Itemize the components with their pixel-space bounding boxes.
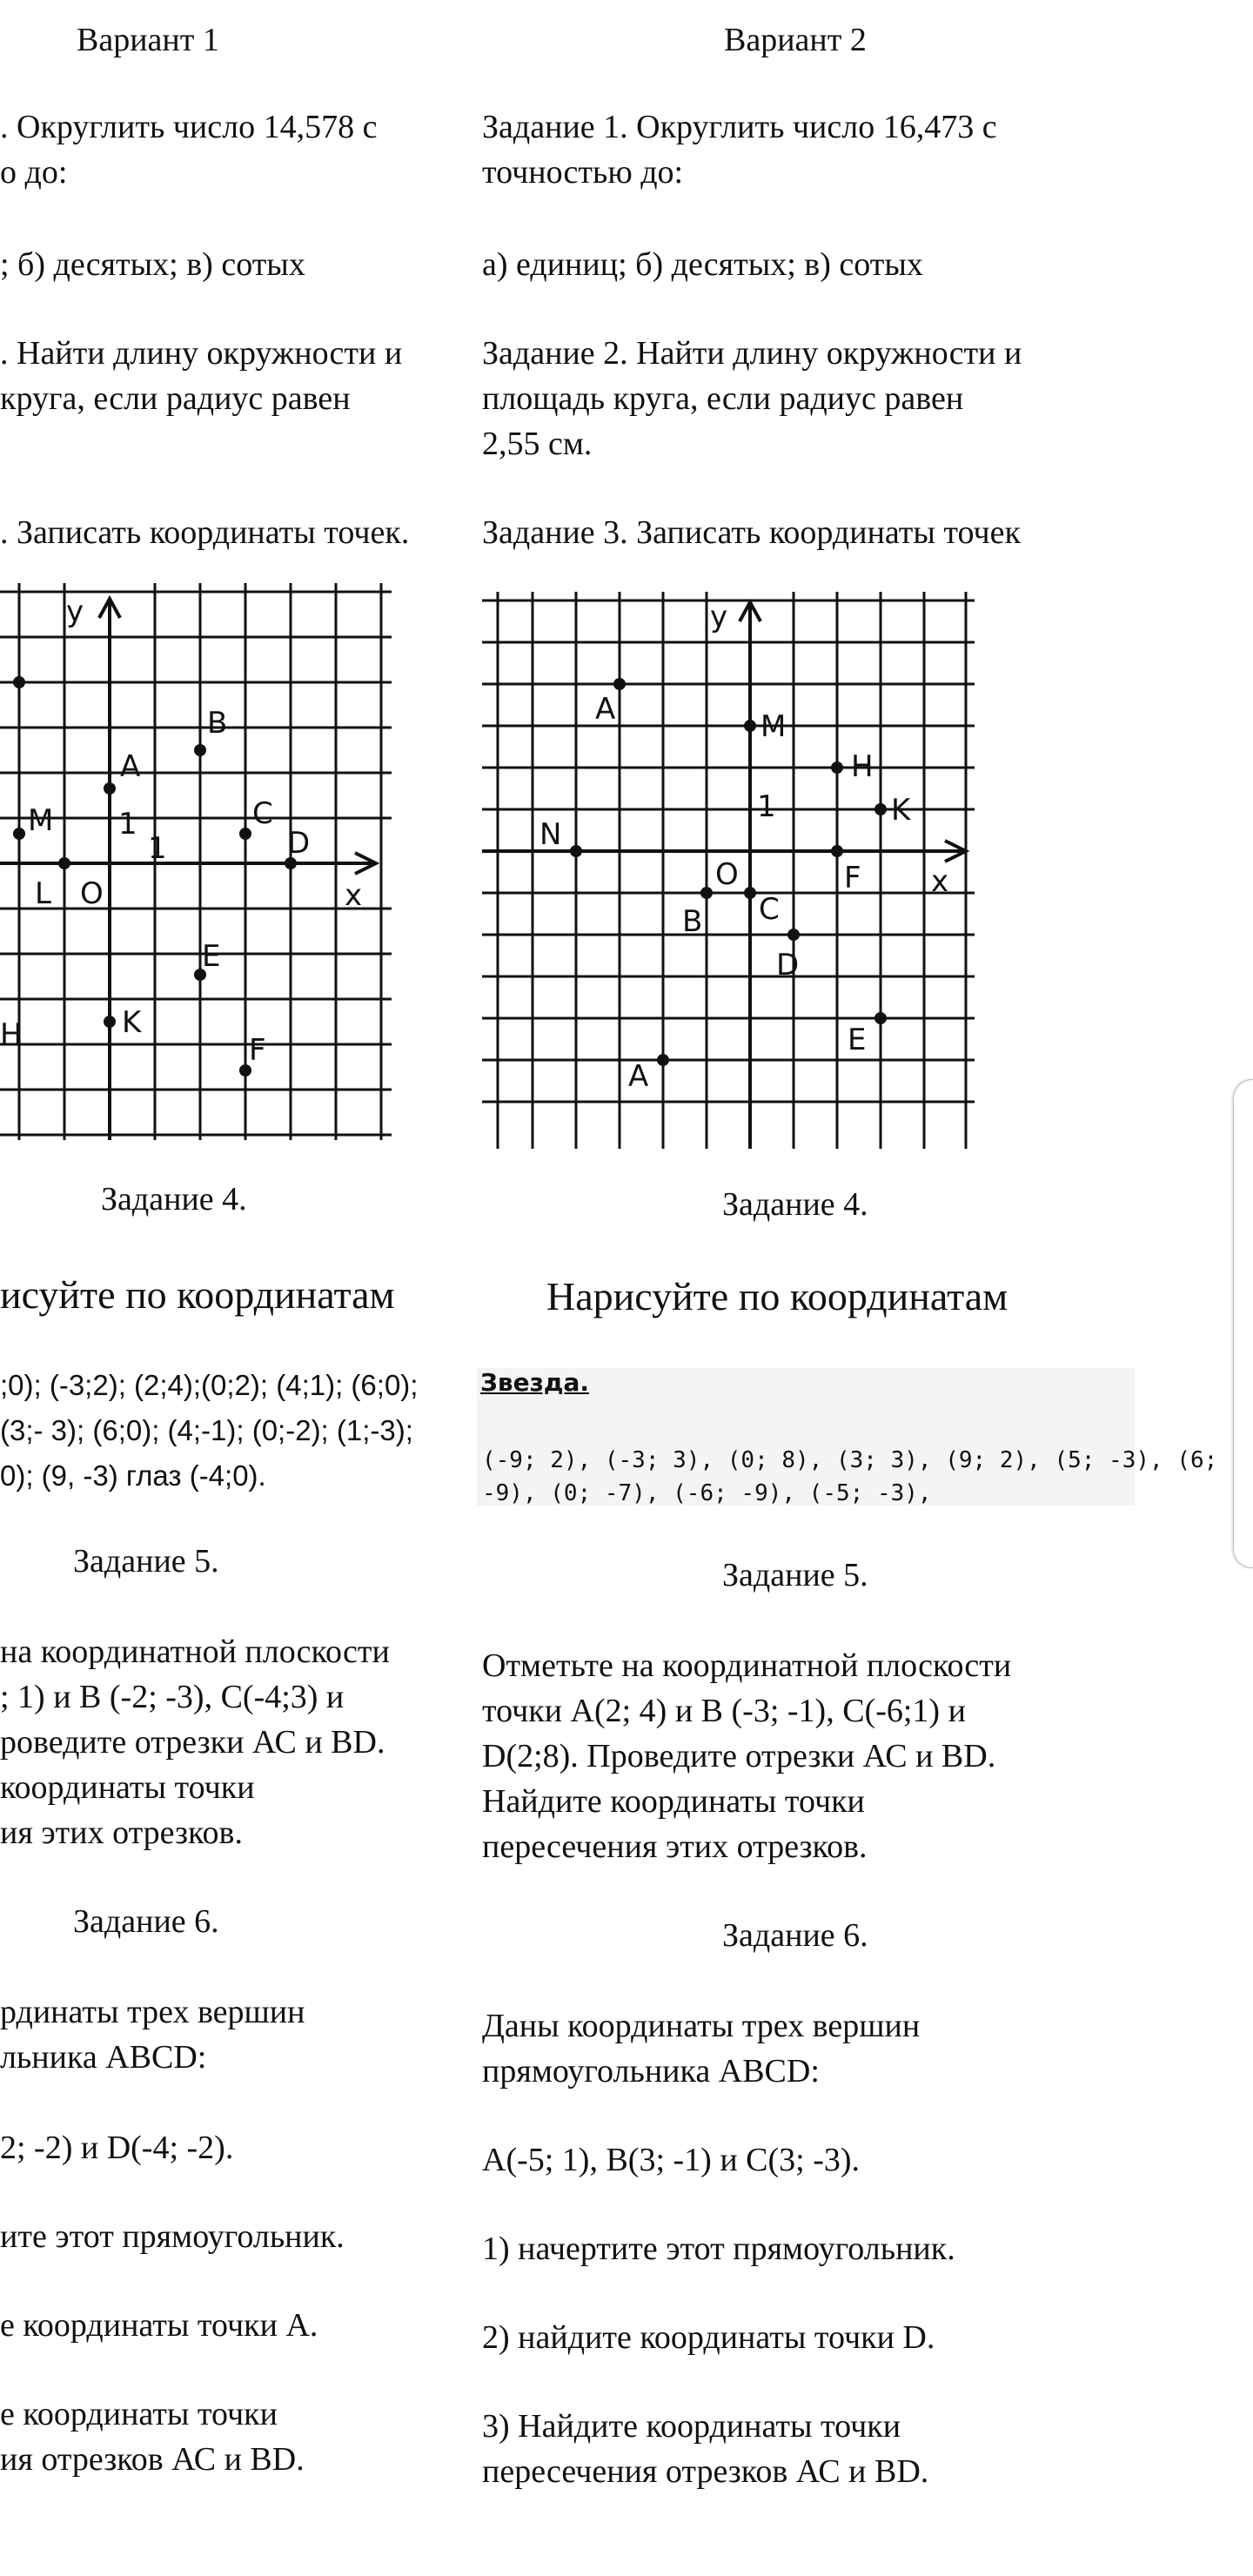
grid-label-d: D (287, 826, 311, 861)
grid-label-e: E (202, 939, 221, 974)
grid-label-a-bottom: A (628, 1059, 649, 1094)
task-5-line-2: ; 1) и В (-2; -3), С(-4;3) и (0, 1679, 345, 1715)
task-5-title: Задание 5. (722, 1557, 868, 1593)
grid-label-n: N (539, 817, 562, 852)
task-1-line-2: о до: (0, 154, 68, 191)
grid-label-b: B (207, 706, 228, 741)
variant-2-title: Вариант 2 (724, 22, 867, 58)
grid-unit-label-y: 1 (118, 807, 137, 842)
task-2-line-3: 2,55 см. (482, 426, 593, 462)
task-6-line-5: 2) найдите координаты точки D. (482, 2319, 935, 2356)
grid-label-h: H (851, 749, 874, 784)
task-6-line-3: А(-5; 1), В(3; -1) и С(3; -3). (482, 2142, 861, 2178)
task-1-line-2: точностью до: (482, 154, 684, 191)
task-6-line-3: 2; -2) и D(-4; -2). (0, 2130, 234, 2166)
snippet-line-1: (-9; 2), (-3; 3), (0; 8), (3; 3), (9; 2), (5; -3), (6; (482, 1447, 1218, 1473)
grid-label-c: C (252, 796, 273, 831)
grid-label-a: A (120, 749, 141, 784)
task-5-line-4: Найдите координаты точки (482, 1783, 865, 1820)
grid-label-o: O (715, 857, 739, 892)
task-2-line-1: Задание 2. Найти длину окружности и (482, 335, 1022, 372)
task-5-line-5: пересечения этих отрезков. (482, 1828, 868, 1865)
variant-1-column (0, 0, 479, 2576)
task-2-line-1: . Найти длину окружности и (0, 335, 403, 372)
task-6-line-7: пересечения отрезков АС и BD. (482, 2453, 929, 2490)
grid-label-e: E (848, 1023, 867, 1057)
task-2-line-2: площадь круга, если радиус равен (482, 380, 964, 417)
grid-label-f: F (249, 1033, 266, 1068)
task-6-line-2: прямоугольника ABCD: (482, 2053, 820, 2090)
coordinate-grid-variant-2 (479, 592, 983, 1149)
task-6-line-1: Даны координаты трех вершин (482, 2008, 921, 2044)
grid-label-a-top: A (595, 692, 616, 727)
task-5-line-1: Отметьте на координатной плоскости (482, 1647, 1012, 1684)
axes (0, 599, 376, 1140)
task-3-title: . Записать координаты точек. (0, 514, 410, 551)
axis-label-x: x (345, 878, 363, 913)
task-6-line-6: 3) Найдите координаты точки (482, 2408, 901, 2445)
task-6-line-7: ия отрезков АС и BD. (0, 2441, 305, 2478)
grid-label-f: F (844, 861, 861, 896)
grid-label-b: B (682, 904, 703, 939)
task-4-coords-line-3: 0); (9, -3) глаз (-4;0). (0, 1459, 266, 1492)
task-5-line-3: D(2;8). Проведите отрезки АС и BD. (482, 1738, 996, 1774)
task-6-line-2: льника ABCD: (0, 2039, 207, 2076)
axis-label-x: x (931, 864, 949, 899)
grid-label-c: C (759, 892, 780, 927)
task-5-line-2: точки А(2; 4) и В (-3; -1), С(-6;1) и (482, 1693, 966, 1729)
task-1-options: а) единиц; б) десятых; в) сотых (482, 246, 923, 283)
task-5-line-5: ия этих отрезков. (0, 1815, 243, 1851)
grid-label-l: L (35, 876, 51, 911)
task-4-coords-line-1: ;0); (-3;2); (2;4);(0;2); (4;1); (6;0); (0, 1369, 419, 1401)
task-5-line-4: координаты точки (0, 1769, 255, 1806)
variant-1-title: Вариант 1 (77, 22, 219, 58)
task-5-title: Задание 5. (73, 1543, 219, 1580)
task-6-line-5: е координаты точки А. (0, 2307, 318, 2344)
task-4-coords-line-2: (3;- 3); (6;0); (4;-1); (0;-2); (1;-3); (0, 1414, 413, 1446)
task-5-line-1: на координатной плоскости (0, 1633, 390, 1670)
axis-label-y: y (710, 600, 728, 634)
task-4-title: Задание 4. (101, 1181, 247, 1218)
snippet-line-2: -9), (0; -7), (-6; -9), (-5; -3), (482, 1480, 932, 1506)
coordinate-grid-variant-1 (0, 583, 479, 1140)
grid-unit-label: 1 (757, 789, 776, 824)
task-4-subtitle: Нарисуйте по координатам (546, 1274, 1008, 1318)
task-5-line-3: роведите отрезки АС и BD. (0, 1724, 385, 1761)
grid-label-o: O (80, 876, 104, 911)
task-6-line-6: е координаты точки (0, 2396, 278, 2432)
task-6-title: Задание 6. (73, 1903, 219, 1940)
task-1-line-1: . Округлить число 14,578 с (0, 109, 378, 145)
task-4-title: Задание 4. (722, 1186, 868, 1223)
task-6-line-1: рдинаты трех вершин (0, 1994, 305, 2030)
grid-label-k: K (122, 1005, 142, 1040)
grid-label-m: M (28, 803, 54, 838)
grid-label-d: D (776, 948, 800, 983)
task-6-line-4: 1) начертите этот прямоугольник. (482, 2231, 955, 2267)
grid-label-h: H (0, 1017, 23, 1052)
task-3-title: Задание 3. Записать координаты точек (482, 514, 1021, 551)
task-1-line-1: Задание 1. Округлить число 16,473 с (482, 109, 997, 145)
axis-label-y: y (66, 594, 84, 629)
grid-label-m: M (761, 709, 787, 744)
grid-unit-label-x: 1 (148, 831, 167, 866)
task-6-title: Задание 6. (722, 1917, 868, 1954)
side-scroll-tab[interactable] (1233, 1079, 1253, 1568)
grid-label-k: K (891, 793, 911, 828)
task-6-line-4: ите этот прямоугольник. (0, 2218, 345, 2255)
snippet-title: Звезда. (480, 1368, 590, 1397)
task-4-subtitle: исуйте по координатам (0, 1272, 395, 1317)
task-1-options: ; б) десятых; в) сотых (0, 246, 305, 283)
task-2-line-2: круга, если радиус равен (0, 380, 351, 417)
